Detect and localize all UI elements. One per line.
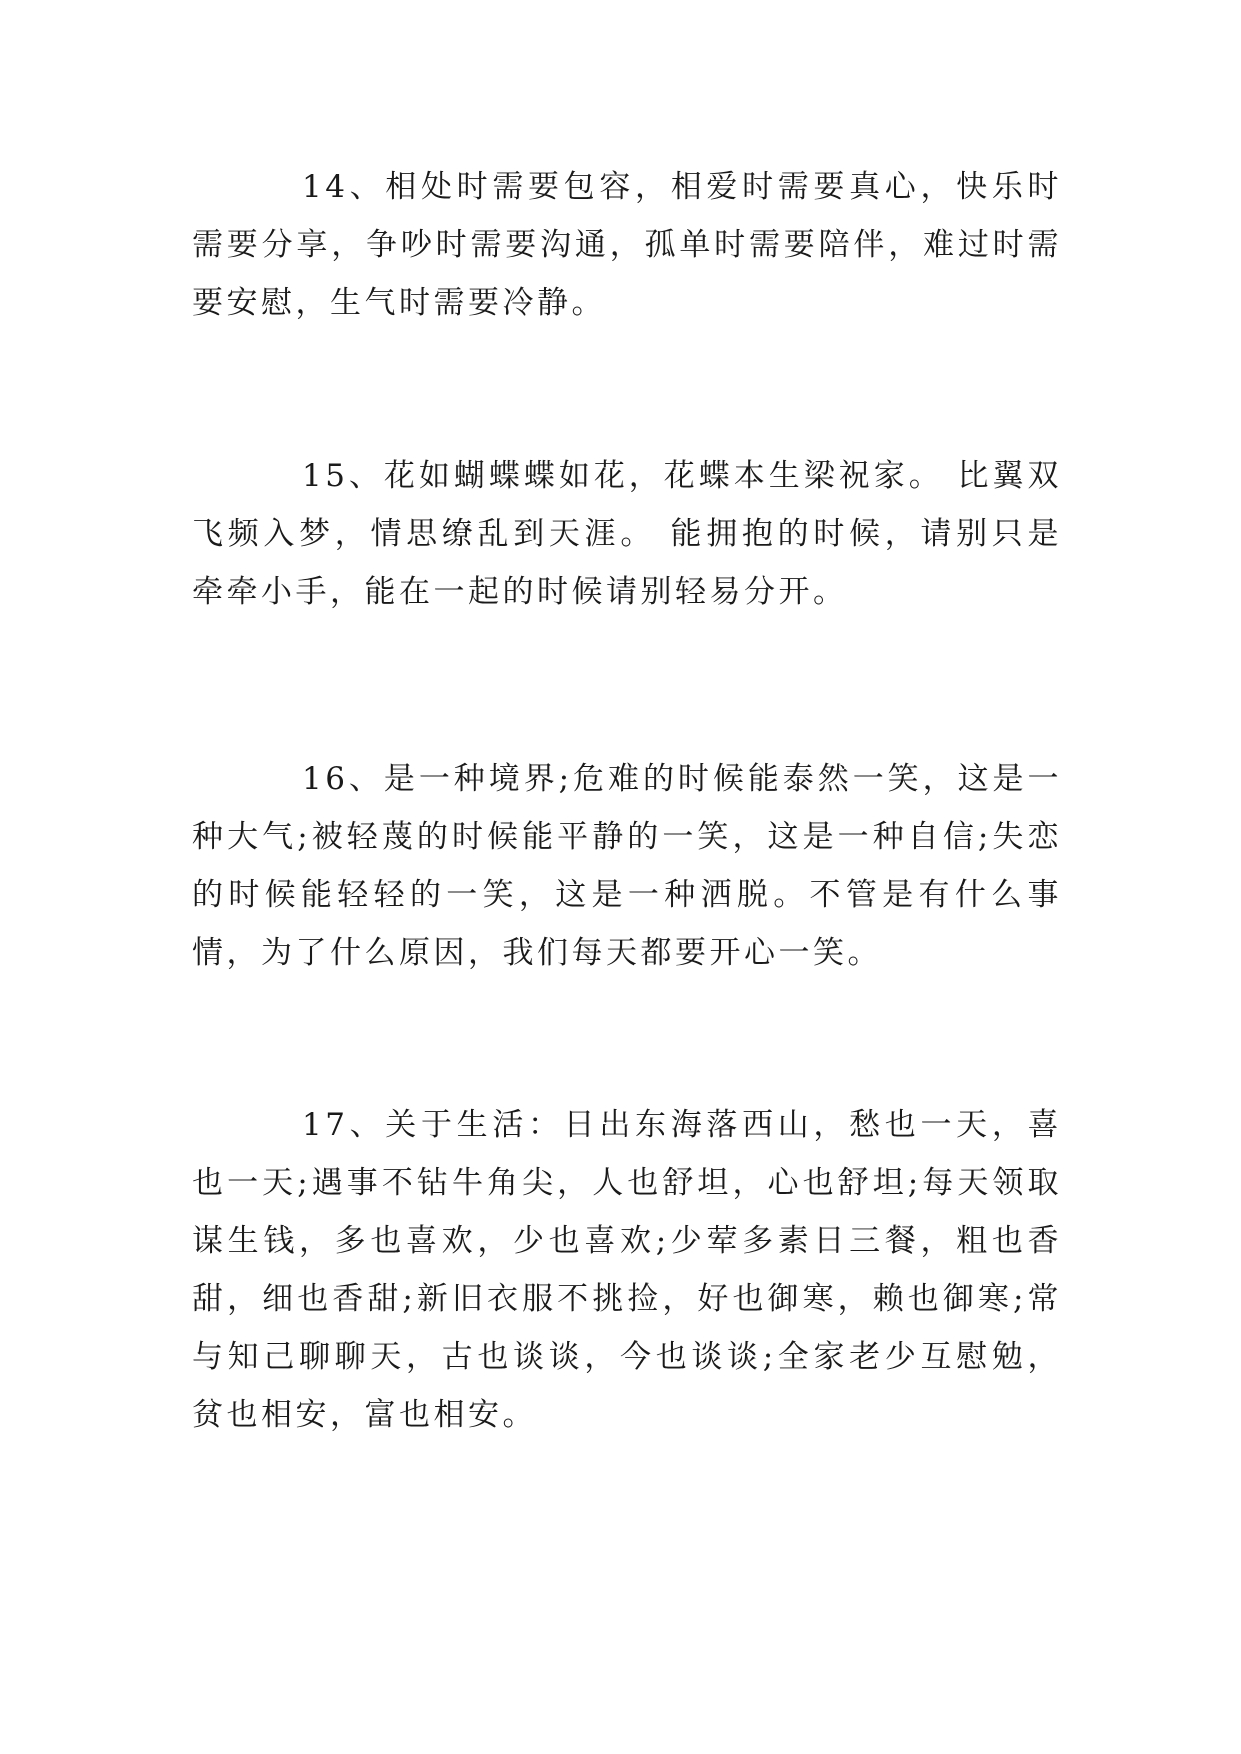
- paragraph-15: 15、花如蝴蝶蝶如花，花蝶本生梁祝家。 比翼双飞频入梦，情思缭乱到天涯。 能拥抱的时候，请别只是牵牵小手，能在一起的时候请别轻易分开。: [192, 458, 1062, 610]
- paragraph-16: 16、是一种境界;危难的时候能泰然一笑，这是一种大气;被轻蔑的时候能平静的一笑，这是一种自信;失恋的时候能轻轻的一笑，这是一种洒脱。不管是有什么事情，为了什么原因，我们每天都要开心一笑。: [192, 761, 1062, 971]
- paragraph-14: 14、相处时需要包容，相爱时需要真心，快乐时需要分享，争吵时需要沟通，孤单时需要陪伴，难过时需要安慰，生气时需要冷静。: [192, 169, 1062, 321]
- paragraph-17: 17、关于生活：日出东海落西山，愁也一天，喜也一天;遇事不钻牛角尖，人也舒坦，心也舒坦;每天领取谋生钱，多也喜欢，少也喜欢;少荤多素日三餐，粗也香甜，细也香甜;新旧衣服不挑捡，好也御寒，赖也御寒;常与知己聊聊天，古也谈谈，今也谈谈;全家老少互慰勉，贫也相安，富也相安。: [192, 1107, 1062, 1433]
